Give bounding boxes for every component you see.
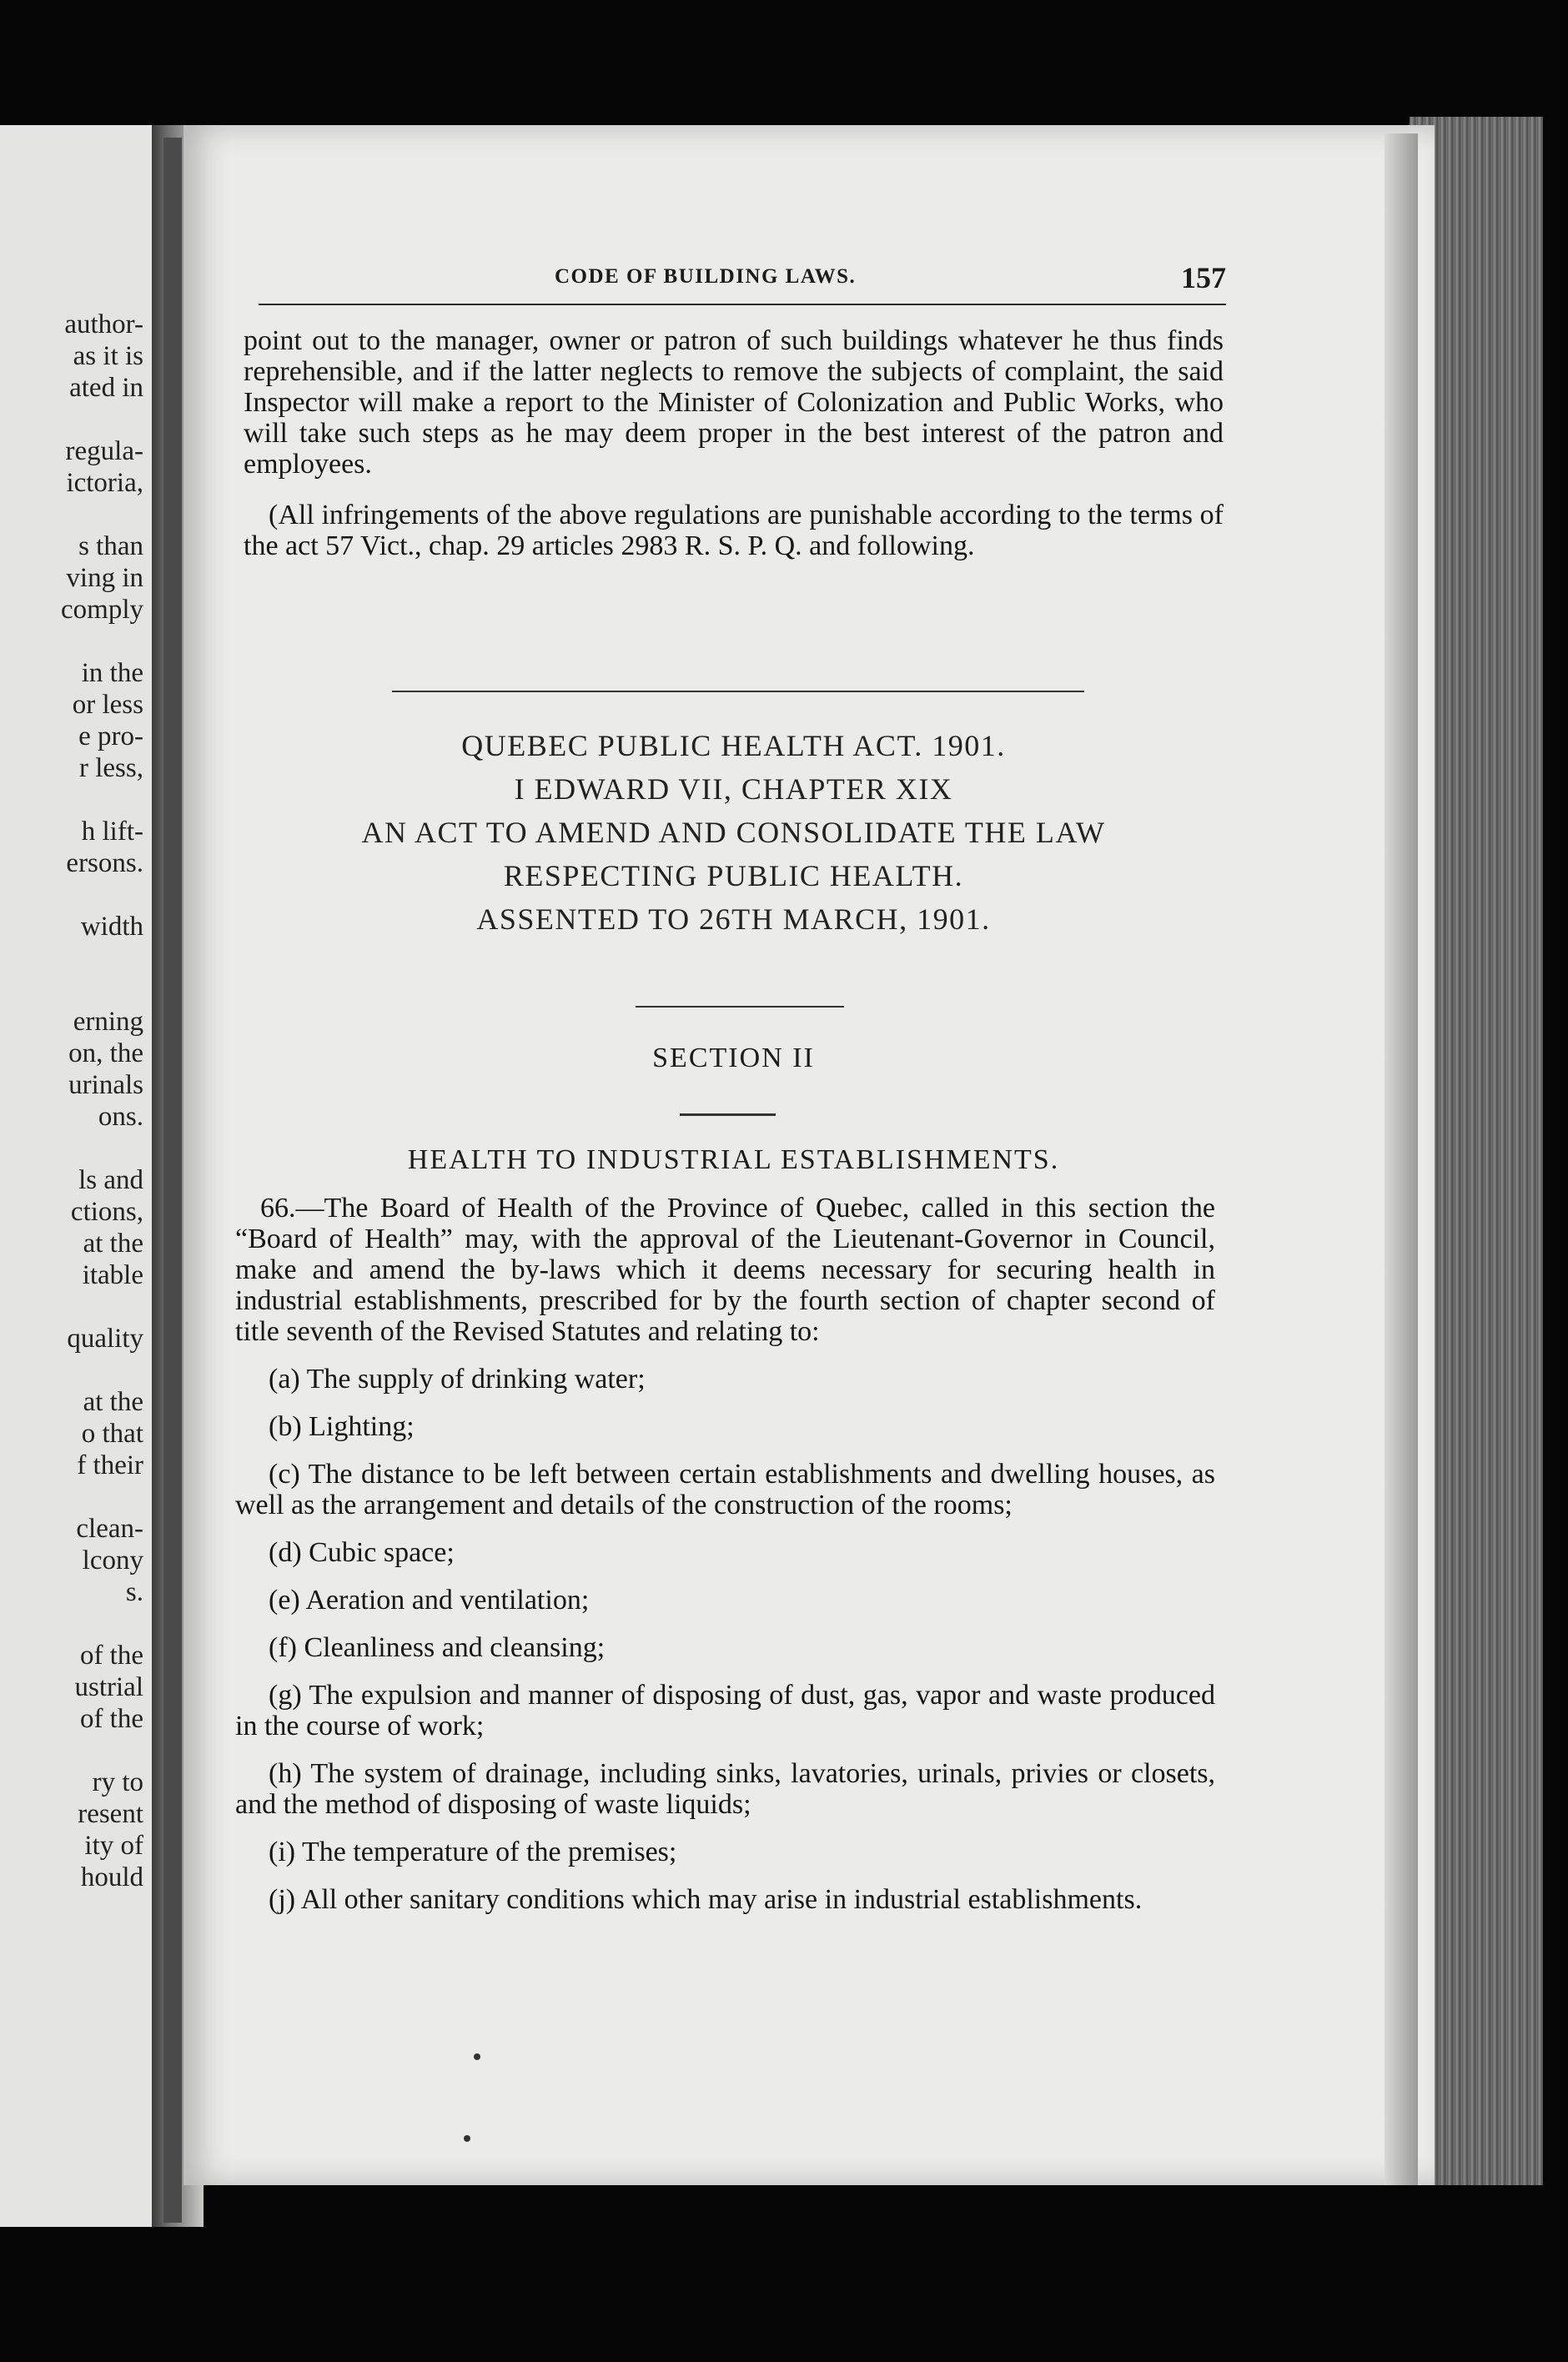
left-page-text-fragments: author- as it is ated in regula- ictoria, s than ving in comply in the or less e pro- r less, h lift- ersons. width erning on, the urinals ons. ls and ctions, at the itable quality at the o that f their clean- lcony s. of the ustrial of the ry to resent ity of hould	[61, 309, 143, 1892]
left-facing-page	[0, 125, 152, 2227]
paragraph-infringements: (All infringements of the above regulations are punishable according to the terms of the act 57 Vict., chap. 29 articles 2983 R. S. P. Q. and following.	[244, 500, 1224, 561]
title-divider-rule	[636, 1006, 844, 1008]
list-item-c: (c) The distance to be left between certain establishments and dwelling houses, as well as the arrangement and details of the construction of the rooms;	[235, 1459, 1215, 1520]
list-item-f: (f) Cleanliness and cleansing;	[269, 1632, 606, 1663]
section-heading: SECTION II	[652, 1043, 815, 1073]
act-title-line-2: I EDWARD VII, CHAPTER XIX	[514, 772, 953, 806]
page-number: 157	[1181, 261, 1226, 294]
section-body	[235, 1193, 1215, 1932]
act-title-line-4: RESPECTING PUBLIC HEALTH.	[503, 859, 964, 892]
gutter-shadow	[163, 138, 182, 2223]
act-title-block	[244, 724, 1224, 941]
section-short-rule	[680, 1113, 776, 1116]
running-head	[259, 260, 1226, 305]
running-head-title: CODE OF BUILDING LAWS.	[555, 265, 857, 288]
ink-speck	[474, 2053, 480, 2060]
continued-text	[244, 325, 1224, 581]
list-item-e: (e) Aeration and ventilation;	[269, 1585, 590, 1616]
list-item-b: (b) Lighting;	[269, 1411, 415, 1442]
act-title-line-1: QUEBEC PUBLIC HEALTH ACT. 1901.	[461, 729, 1006, 762]
list-item-j: (j) All other sanitary conditions which may arise in industrial establishments.	[269, 1884, 1143, 1915]
list-item-a: (a) The supply of drinking water;	[269, 1364, 646, 1395]
section-intro-paragraph: 66.—The Board of Health of the Province of Quebec, called in this section the “Board of Health” may, with the approval of the Lieutenant-Governor in Council, make and amend the by-laws which it deems necessary for securing health in industrial establishments, prescribed for by the fourth section of chapter second of title seventh of the Revised Statutes and relating to:	[235, 1193, 1215, 1347]
act-title-line-3: AN ACT TO AMEND AND CONSOLIDATE THE LAW	[361, 816, 1106, 849]
section-subheading: HEALTH TO INDUSTRIAL ESTABLISHMENTS.	[407, 1144, 1060, 1175]
act-title-line-5: ASSENTED TO 26TH MARCH, 1901.	[476, 902, 991, 936]
list-item-g: (g) The expulsion and manner of disposing of dust, gas, vapor and waste produced in the course of work;	[235, 1680, 1215, 1741]
list-item-d: (d) Cubic space;	[269, 1537, 455, 1568]
list-item-h: (h) The system of drainage, including sinks, lavatories, urinals, privies or closets, and the method of disposing of waste liquids;	[235, 1758, 1215, 1820]
paragraph-continuation: point out to the manager, owner or patron of such buildings whatever he thus finds reprehensible, and if the latter neglects to remove the subjects of complaint, the said Inspector will make a report to the Minister of Colonization and Public Works, who will take such steps as he may deem proper in the best interest of the patron and employees.	[244, 325, 1224, 480]
section-divider-rule	[392, 691, 1084, 692]
page-edge-light	[1385, 133, 1418, 2185]
ink-speck	[464, 2135, 470, 2142]
list-item-i: (i) The temperature of the premises;	[269, 1837, 677, 1867]
